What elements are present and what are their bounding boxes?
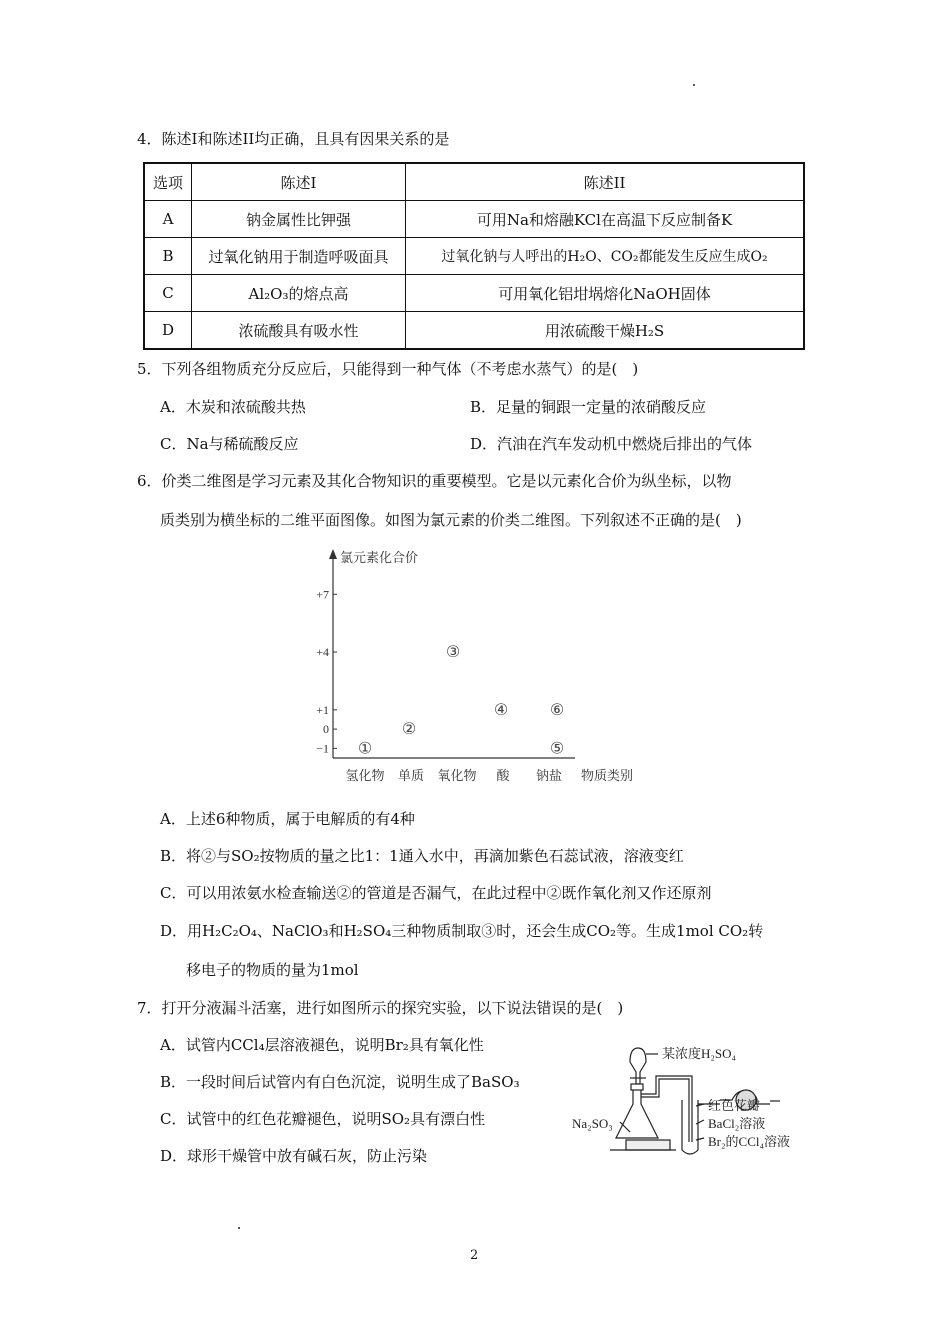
flask-stopper — [631, 1084, 643, 1090]
q6-option-d-line2: 移电子的物质的量为1mol — [186, 961, 359, 979]
q6-stem-line2: 质类别为横坐标的二维平面图像。如图为氯元素的价类二维图。下列叙述不正确的是( ) — [160, 511, 742, 529]
q6-option-a: A．上述6种物质，属于电解质的有4种 — [160, 810, 415, 828]
q7-option-a: A．试管内CCl₄层溶液褪色，说明Br₂具有氧化性 — [160, 1036, 484, 1054]
table-header: 陈述II — [406, 163, 805, 201]
y-axis-arrow — [329, 549, 337, 559]
q6-stem-line1: 6．价类二维图是学习元素及其化合物知识的重要模型。它是以元素化合价为纵坐标，以物 — [137, 472, 732, 490]
table-header-row — [144, 163, 804, 201]
table-row — [144, 275, 804, 312]
petal-label: 红色花瓣 — [708, 1098, 761, 1113]
x-axis-label: 物质类别 — [581, 768, 634, 783]
x-category-label: 单质 — [397, 768, 425, 783]
heater-base — [626, 1140, 670, 1150]
data-point: ② — [401, 719, 417, 739]
x-category-label: 氧化物 — [437, 768, 477, 783]
y-tick-label: −1 — [316, 741, 329, 756]
acid-label: 某浓度H₂SO₄ — [662, 1046, 737, 1061]
test-tube — [682, 1100, 698, 1154]
table-header: 陈述I — [192, 163, 406, 201]
valence-category-chart — [300, 545, 660, 790]
table-cell: A — [144, 201, 192, 238]
table-cell: 过氧化钠与人呼出的H₂O、CO₂都能发生反应生成O₂ — [406, 238, 805, 275]
x-category-label: 氢化物 — [345, 768, 385, 783]
table-cell: 钠金属性比钾强 — [192, 201, 406, 238]
q5-option-b: B．足量的铜跟一定量的浓硝酸反应 — [470, 398, 707, 416]
table-cell: 过氧化钠用于制造呼吸面具 — [192, 238, 406, 275]
q5-option-a: A．木炭和浓硫酸共热 — [160, 398, 306, 416]
stray-dot — [693, 84, 695, 86]
table-cell: 用浓硫酸干燥H₂S — [406, 312, 805, 350]
table-cell: 浓硫酸具有吸水性 — [192, 312, 406, 350]
table-cell: C — [144, 275, 192, 312]
x-category-label: 钠盐 — [535, 768, 563, 783]
delivery-tube — [641, 1076, 692, 1142]
na2so3-label: Na₂SO₃ — [572, 1116, 613, 1131]
table-row — [144, 201, 804, 238]
bacl2-label: BaCl₂溶液 — [708, 1116, 766, 1131]
data-point: ⑤ — [549, 738, 565, 758]
y-axis-label: 氯元素化合价 — [340, 550, 419, 565]
data-point: ④ — [493, 699, 509, 719]
page-number: 2 — [470, 1248, 479, 1263]
data-point: ⑥ — [549, 699, 565, 719]
y-tick-label: +1 — [316, 702, 329, 717]
q4-table — [143, 162, 805, 350]
table-row — [144, 238, 804, 275]
table-cell: 可用氧化铝坩埚熔化NaOH固体 — [406, 275, 805, 312]
table-row — [144, 312, 804, 350]
data-point: ③ — [445, 642, 461, 662]
table-cell: Al₂O₃的熔点高 — [192, 275, 406, 312]
q7-option-c: C．试管中的红色花瓣褪色，说明SO₂具有漂白性 — [160, 1110, 486, 1128]
table-cell: 可用Na和熔融KCl在高温下反应制备K — [406, 201, 805, 238]
y-tick-label: 0 — [323, 722, 329, 737]
q5-option-d: D．汽油在汽车发动机中燃烧后排出的气体 — [470, 435, 753, 453]
y-tick-label: +4 — [316, 645, 329, 660]
q6-option-c: C．可以用浓氨水检查输送②的管道是否漏气，在此过程中②既作氧化剂又作还原剂 — [160, 884, 712, 902]
q6-option-b: B．将②与SO₂按物质的量之比1：1通入水中，再滴加紫色石蕊试液，溶液变红 — [160, 847, 684, 865]
q5-stem: 5．下列各组物质充分反应后，只能得到一种气体（不考虑水蒸气）的是( ) — [137, 360, 639, 378]
q4-stem: 4．陈述I和陈述II均正确，且具有因果关系的是 — [137, 130, 450, 148]
q7-option-d: D．球形干燥管中放有碱石灰，防止污染 — [160, 1147, 428, 1165]
q5-option-c: C．Na与稀硫酸反应 — [160, 435, 299, 453]
q6-option-d-line1: D．用H₂C₂O₄、NaClO₃和H₂SO₄三种物质制取③时，还会生成CO₂等。生成1mol CO₂转 — [160, 922, 764, 940]
experiment-apparatus-figure — [570, 1040, 810, 1165]
table-cell: D — [144, 312, 192, 350]
x-category-label: 酸 — [496, 768, 510, 783]
br2-label: Br₂的CCl₄溶液 — [708, 1134, 791, 1149]
table-cell: B — [144, 238, 192, 275]
data-point: ① — [357, 738, 373, 758]
q7-option-b: B．一段时间后试管内有白色沉淀，说明生成了BaSO₃ — [160, 1073, 520, 1091]
table-header: 选项 — [144, 163, 192, 201]
q7-stem: 7．打开分液漏斗活塞，进行如图所示的探究实验，以下说法错误的是( ) — [137, 999, 624, 1017]
y-tick-label: +7 — [316, 587, 329, 602]
stray-dot — [238, 1227, 240, 1229]
